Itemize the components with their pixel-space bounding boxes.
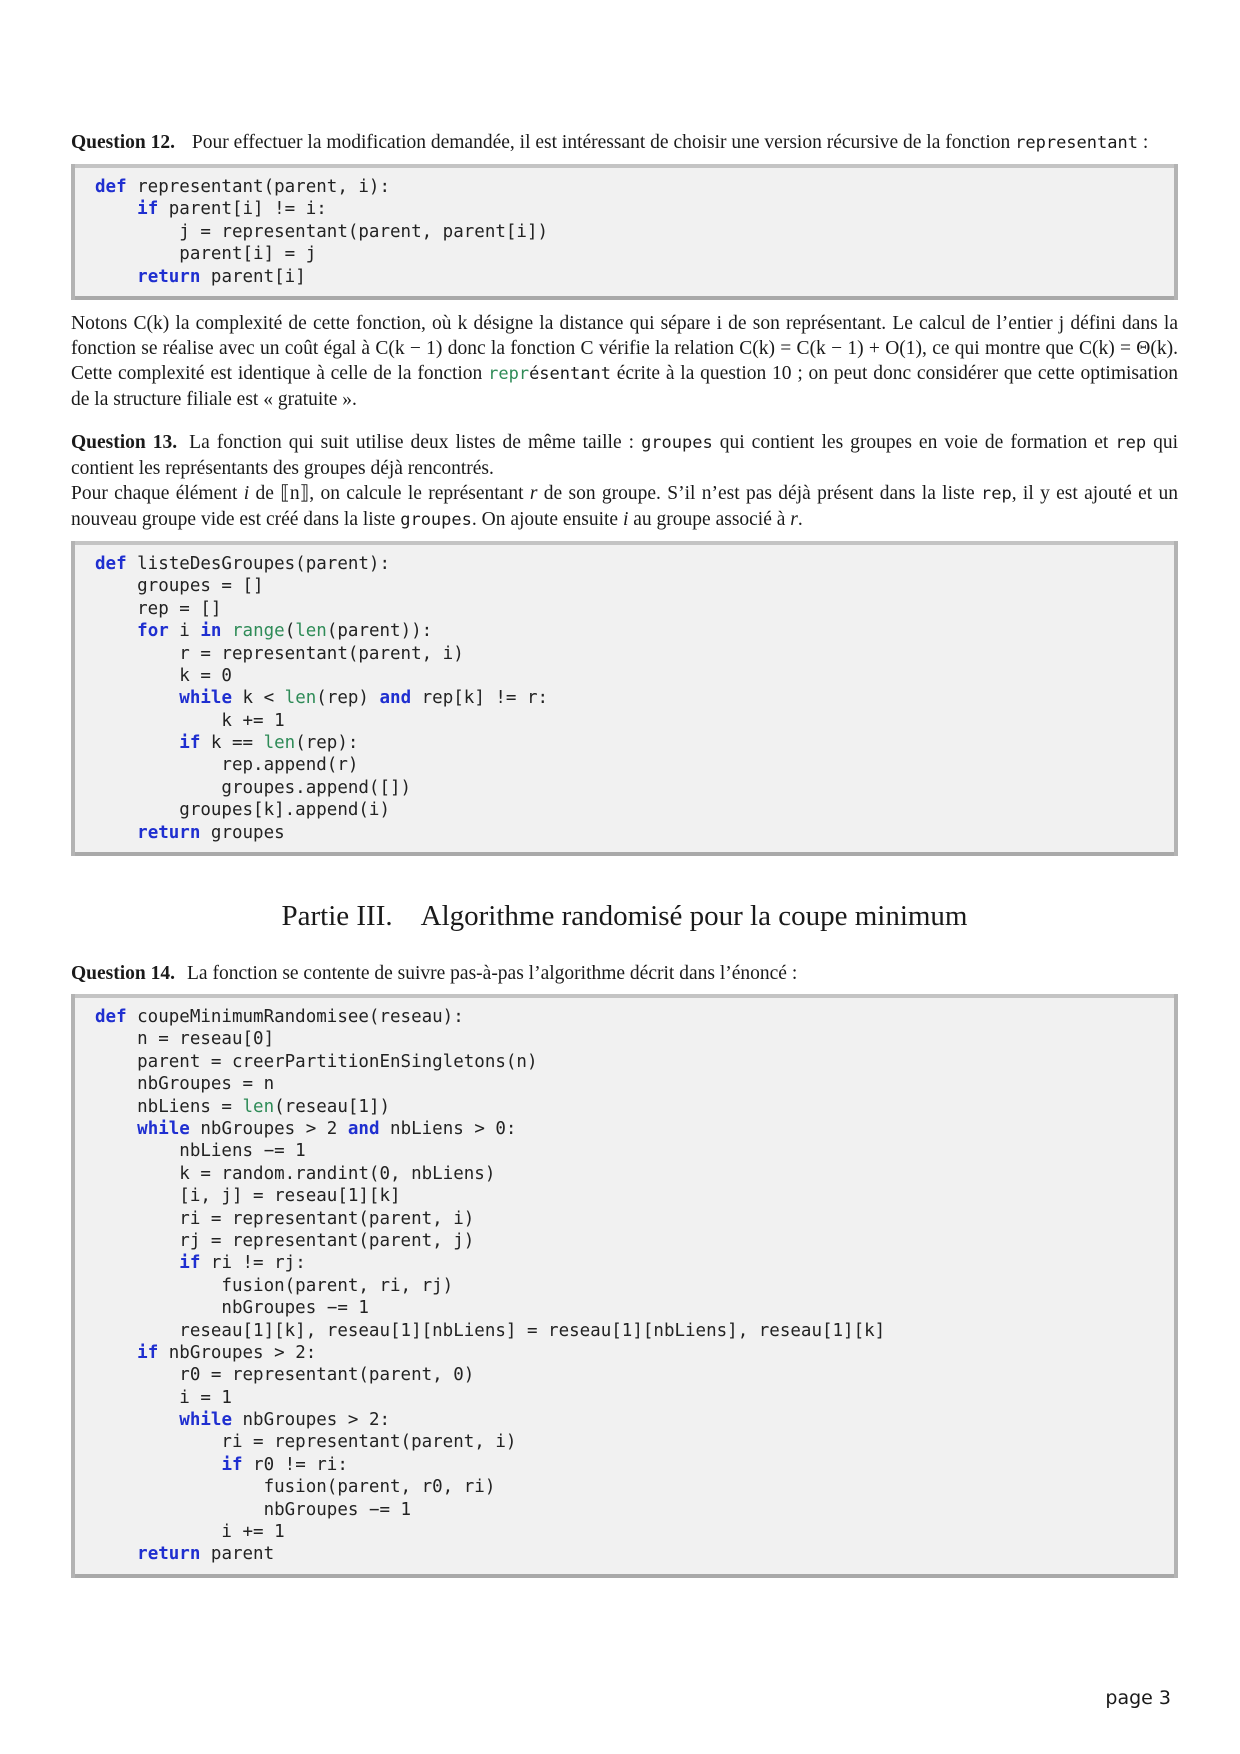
- code-line: [95, 710, 1178, 732]
- section-title: Algorithme randomisé pour la coupe minimum: [420, 900, 968, 933]
- code-line: [95, 822, 1178, 844]
- code-text: parent[i] = j: [95, 244, 317, 265]
- code-text: groupes: [200, 822, 285, 843]
- code-text: k = random.randint(0, nbLiens): [95, 1163, 496, 1184]
- code-line: [95, 1140, 1178, 1162]
- code-text: k ==: [200, 733, 264, 754]
- code-text: [95, 688, 179, 708]
- question-13-text: de son groupe. S’il n’est pas déjà présent dans la liste: [537, 482, 981, 504]
- code-keyword: if: [137, 199, 159, 220]
- section-heading: [71, 900, 1178, 933]
- code-line: [95, 575, 1178, 597]
- question-13-text: . On ajoute ensuite: [471, 508, 623, 530]
- code-text: [95, 1455, 221, 1475]
- code-line: [95, 221, 1178, 243]
- code-text: [95, 267, 137, 287]
- code-keyword: and: [347, 1118, 380, 1139]
- code-line: [95, 754, 1178, 776]
- code-text: nbGroupes > 2: [189, 1118, 348, 1139]
- code-line: [95, 643, 1178, 665]
- code-line: [95, 1521, 1178, 1543]
- code-text: (reseau[1]): [274, 1096, 391, 1117]
- code-text: (: [284, 621, 296, 642]
- variable-rep: rep: [1115, 432, 1147, 453]
- code-text: groupes = []: [95, 576, 264, 597]
- code-text: [95, 621, 137, 641]
- question-13-text: , il y est ajouté et un nouveau groupe vide est créé dans la liste: [71, 482, 1178, 530]
- code-keyword: if: [221, 1454, 243, 1475]
- code-text: ri = representant(parent, i): [95, 1432, 517, 1453]
- code-text: nbGroupes −= 1: [95, 1499, 412, 1520]
- code-text: i = 1: [95, 1387, 232, 1408]
- code-text: r0 != ri:: [242, 1454, 348, 1475]
- code-line: [95, 1208, 1178, 1230]
- code-keyword: def: [95, 1007, 127, 1028]
- code-line: [95, 1476, 1178, 1498]
- code-line: [95, 1431, 1178, 1453]
- variable-r: r: [790, 508, 798, 530]
- variable-i: i: [622, 508, 629, 530]
- code-text: r = representant(parent, i): [95, 643, 464, 664]
- variable-groupes: groupes: [641, 432, 713, 453]
- code-line: [95, 1499, 1178, 1521]
- code-keyword: return: [137, 822, 201, 843]
- question-14-label: Question 14.: [71, 963, 176, 985]
- code-text: [95, 823, 137, 843]
- code-keyword: while: [179, 1410, 232, 1431]
- code-line: [95, 777, 1178, 799]
- variable-i: i: [243, 482, 250, 504]
- code-line: [95, 687, 1178, 709]
- code-line: [95, 1364, 1178, 1386]
- code-text: fusion(parent, r0, ri): [95, 1477, 496, 1498]
- document-page: [71, 0, 1178, 1578]
- code-text: listeDesGroupes(parent):: [126, 553, 391, 574]
- code-text: ri != rj:: [200, 1253, 306, 1274]
- code-line: [95, 1342, 1178, 1364]
- code-line: [95, 266, 1178, 288]
- question-13-text: au groupe associé à: [628, 508, 791, 530]
- code-text: [95, 1119, 137, 1139]
- code-text: parent: [200, 1544, 275, 1565]
- code-text: nbGroupes −= 1: [95, 1298, 369, 1319]
- code-keyword: return: [137, 1544, 201, 1565]
- code-text: [95, 1544, 137, 1564]
- question-13-text: .: [797, 508, 803, 530]
- question-14-text: La fonction se contente de suivre pas-à-pas l’algorithme décrit dans l’énoncé :: [187, 963, 798, 985]
- section-number: Partie III.: [281, 900, 393, 933]
- code-line: [95, 665, 1178, 687]
- code-keyword: if: [179, 1253, 201, 1274]
- question-13-text: Pour chaque élément: [71, 482, 244, 504]
- function-name-rest: ésentant: [529, 363, 611, 384]
- code-text: parent = creerPartitionEnSingletons(n): [95, 1051, 538, 1072]
- code-text: parent[i]: [200, 266, 306, 287]
- code-text: [95, 199, 137, 219]
- code-block-coupe-minimum: [71, 994, 1178, 1578]
- code-line: [95, 732, 1178, 754]
- code-line: [95, 176, 1178, 198]
- code-text: k += 1: [95, 710, 285, 731]
- code-text: i: [168, 621, 201, 642]
- code-text: k <: [231, 688, 285, 709]
- code-text: rep.append(r): [95, 755, 359, 776]
- code-keyword: if: [137, 1342, 159, 1363]
- code-line: [95, 799, 1178, 821]
- question-13-text: qui contient les groupes en voie de formation et: [712, 431, 1116, 453]
- code-keyword: def: [95, 553, 127, 574]
- code-line: [95, 198, 1178, 220]
- code-keyword: in: [200, 621, 222, 642]
- code-line: [95, 1096, 1178, 1118]
- question-12-text: Pour effectuer la modification demandée, il est intéressant de choisir une version récursive de la fonction: [191, 132, 1011, 153]
- question-13-label: Question 13.: [71, 431, 178, 453]
- code-text: [95, 733, 179, 753]
- code-text: [221, 621, 232, 641]
- question-12-label: Question 12.: [71, 132, 176, 153]
- code-line: [95, 243, 1178, 265]
- code-line: [95, 598, 1178, 620]
- question-13-text: La fonction qui suit utilise deux listes de même taille :: [189, 431, 642, 453]
- code-text: nbGroupes > 2:: [231, 1410, 391, 1431]
- code-line: [95, 1051, 1178, 1073]
- code-text: [95, 1343, 137, 1363]
- code-keyword: while: [179, 688, 232, 709]
- variable-r: r: [529, 482, 538, 504]
- code-keyword: def: [95, 177, 127, 197]
- variable-groupes: groupes: [400, 509, 472, 530]
- code-text: coupeMinimumRandomisee(reseau):: [126, 1007, 464, 1028]
- code-text: k = 0: [95, 665, 232, 686]
- code-text: i += 1: [95, 1522, 285, 1543]
- function-name-highlight: repr: [488, 363, 530, 384]
- code-line: [95, 1387, 1178, 1409]
- code-keyword: if: [179, 733, 201, 754]
- code-text: [i, j] = reseau[1][k]: [95, 1186, 401, 1207]
- code-text: [95, 1410, 179, 1430]
- code-line: [95, 1185, 1178, 1207]
- code-text: nbLiens > 0:: [379, 1118, 517, 1139]
- question-12-comment: [71, 311, 1178, 412]
- code-text: n = reseau[0]: [95, 1029, 275, 1050]
- question-13-text: qui contient les représentants des groupes déjà rencontrés.: [71, 431, 1178, 479]
- code-line: [95, 1028, 1178, 1050]
- code-line: [95, 1252, 1178, 1274]
- code-text: (rep):: [295, 733, 359, 754]
- code-keyword: return: [137, 266, 201, 287]
- code-text: r0 = representant(parent, 0): [95, 1365, 475, 1386]
- code-text: rep[k] != r:: [411, 688, 549, 709]
- code-text: parent[i] != i:: [158, 199, 327, 220]
- code-builtin: len: [284, 688, 317, 709]
- comment-text-end: écrite à la question 10 ; on peut donc considérer que cette optimisation de la structure filiale est « gratuite ».: [71, 362, 1178, 410]
- code-text: nbGroupes = n: [95, 1074, 275, 1095]
- code-text: nbLiens −= 1: [95, 1141, 306, 1162]
- code-builtin: range: [232, 621, 285, 642]
- code-builtin: len: [295, 621, 327, 642]
- code-text: j = representant(parent, parent[i]): [95, 221, 549, 242]
- question-14-intro: [71, 961, 1178, 986]
- code-line: [95, 1118, 1178, 1140]
- variable-rep: rep: [981, 483, 1012, 504]
- code-keyword: for: [137, 621, 169, 642]
- question-13-text: de ⟦n⟧, on calcule le représentant: [249, 482, 530, 504]
- code-text: reseau[1][k], reseau[1][nbLiens] = reseau[1][nbLiens], reseau[1][k]: [95, 1320, 886, 1341]
- code-line: [95, 1409, 1178, 1431]
- code-line: [95, 620, 1178, 642]
- code-text: nbGroupes > 2:: [158, 1342, 317, 1363]
- code-keyword: and: [379, 688, 412, 709]
- code-line: [95, 1230, 1178, 1252]
- code-text: rep = []: [95, 598, 222, 619]
- code-text: representant(parent, i):: [126, 177, 391, 197]
- code-line: [95, 1163, 1178, 1185]
- code-line: [95, 1543, 1178, 1565]
- code-line: [95, 1297, 1178, 1319]
- code-line: [95, 1006, 1178, 1028]
- code-builtin: len: [263, 733, 296, 754]
- code-block-representant: [71, 164, 1178, 300]
- code-text: (parent)):: [326, 621, 433, 642]
- code-keyword: while: [137, 1118, 190, 1139]
- question-12-intro: [71, 130, 1178, 156]
- code-text: fusion(parent, ri, rj): [95, 1275, 454, 1296]
- code-text: nbLiens =: [95, 1096, 243, 1117]
- code-line: [95, 1275, 1178, 1297]
- page-number: page 3: [1105, 1687, 1171, 1709]
- code-line: [95, 553, 1178, 575]
- comment-text: Notons C(k) la complexité de cette fonction, où k désigne la distance qui sépare i de son représentant. Le calcul de l’entier j défini dans la fonction se réalise avec un coût égal à C(k − 1) donc la fonction C vérifie la relation C(k) = C(k − 1) + O(1), ce qui montre que C(k) = Θ(k). Cette complexité est identique à celle de la fonction: [71, 312, 1178, 384]
- code-line: [95, 1454, 1178, 1476]
- code-text: rj = representant(parent, j): [95, 1230, 475, 1251]
- function-name: representant: [1015, 133, 1138, 153]
- code-text: groupes[k].append(i): [95, 800, 391, 821]
- code-text: (rep): [316, 688, 380, 709]
- code-text: [95, 1253, 179, 1273]
- code-text: groupes.append([]): [95, 777, 412, 798]
- code-text: ri = representant(parent, i): [95, 1208, 475, 1229]
- question-13-intro: [71, 430, 1178, 533]
- code-builtin: len: [242, 1096, 275, 1117]
- code-block-liste-des-groupes: [71, 541, 1178, 856]
- code-line: [95, 1073, 1178, 1095]
- question-12-text-end: :: [1137, 132, 1149, 153]
- code-line: [95, 1320, 1178, 1342]
